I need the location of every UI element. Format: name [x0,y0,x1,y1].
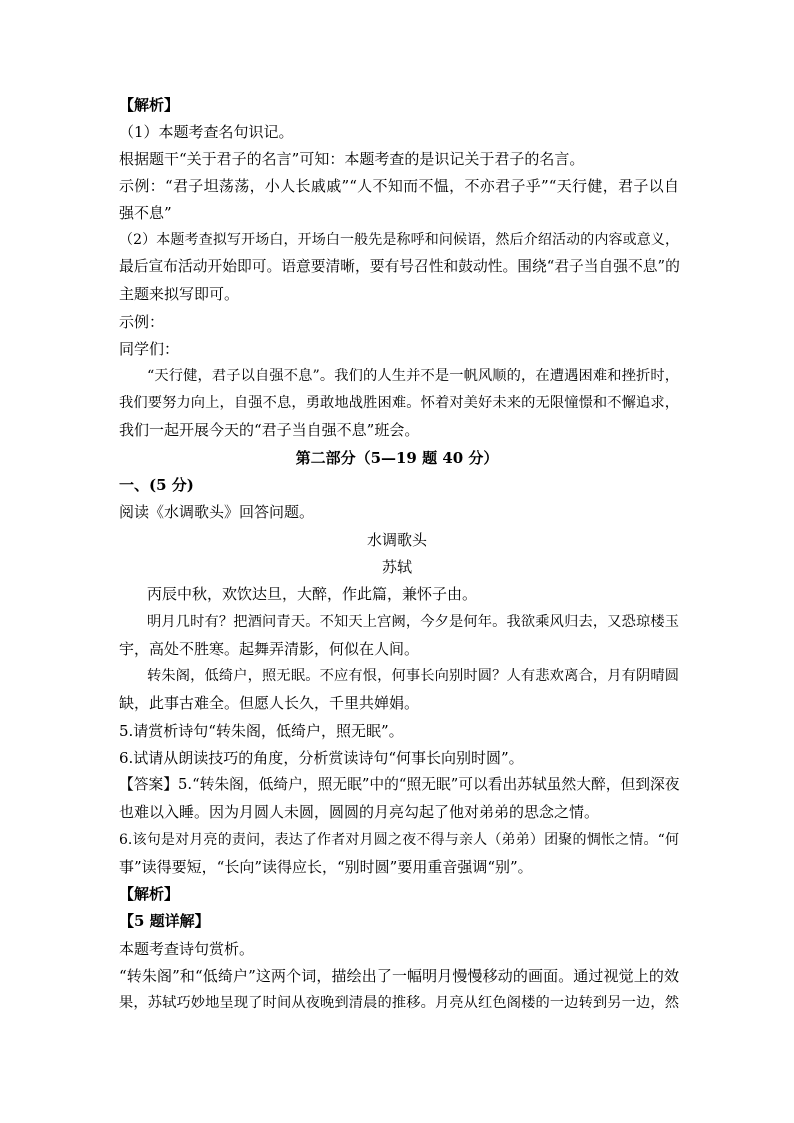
q1-basis: 根据题干“关于君子的名言”可知：本题考查的是识记关于君子的名言。 [119,150,585,168]
section-one-heading: 一、(5 分) [119,476,194,494]
poem-stanza1-line1: 明月几时有？把酒问青天。不知天上宫阙，今夕是何年。我欲乘风归去，又恐琼楼玉 [147,614,679,630]
poem-stanza2-line2: 缺，此事古难全。但愿人长久，千里共婵娟。 [119,694,420,712]
q2-greeting: 同学们： [119,340,180,358]
question-5: 5.请赏析诗句“转朱阁，低绮户，照无眠”。 [119,722,404,740]
poem-title: 水调歌头 [366,531,427,549]
q1-topic: （1）本题考查名句识记。 [119,123,294,141]
q2-topic-line1: （2）本题考查拟写开场白，开场白一般先是称呼和问候语，然后介绍活动的内容或意义， [119,232,679,248]
question-6: 6.试请从朗读技巧的角度，分析赏读诗句“何事长向别时圆”。 [119,749,524,767]
q2-topic-line3: 主题来拟写即可。 [119,285,240,303]
q2-speech-line3: 我们一起开展今天的“君子当自强不息”班会。 [119,421,420,439]
q5-analysis-line2: 果，苏轼巧妙地呈现了时间从夜晚到清晨的推移。月亮从红色阁楼的一边转到另一边，然 [119,995,679,1011]
part-two-heading: 第二部分（5—19 题 40 分） [295,449,499,467]
q2-speech-line1: “天行健，君子以自强不息”。我们的人生并不是一帆风顺的，在遭遇困难和挫折时， [147,368,679,384]
analysis-heading-2: 【解析】 [119,885,180,903]
poem-author: 苏轼 [381,558,412,576]
answer6-line1: 6.该句是对月亮的责问，表达了作者对月圆之夜不得与亲人（弟弟）团聚的惆怅之情。“何 [119,832,679,848]
analysis-heading: 【解析】 [119,96,180,114]
q2-example-label: 示例： [119,313,165,331]
poem-stanza1-line2: 宇，高处不胜寒。起舞弄清影，何似在人间。 [119,640,420,658]
answer6-line2: 事”读得要短，“长向”读得应长，“别时圆”要用重音强调“别”。 [119,858,533,876]
poem-stanza2-line1: 转朱阁，低绮户，照无眠。不应有恨，何事长向别时圆？人有悲欢离合，月有阴晴圆 [147,668,679,684]
q2-speech-line2: 我们要努力向上，自强不息，勇敢地战胜困难。怀着对美好未来的无限憧憬和不懈追求， [119,395,679,411]
answer-line2: 也难以入睡。因为月圆人未圆，圆圆的月亮勾起了他对弟弟的思念之情。 [119,803,600,821]
q5-detail-heading: 【5 题详解】 [119,912,210,930]
reading-instruction: 阅读《水调歌头》回答问题。 [119,503,315,521]
q5-topic: 本题考查诗句赏析。 [119,940,255,958]
q5-analysis-line1: “转朱阁”和“低绮户”这两个词，描绘出了一幅明月慢慢移动的画面。通过视觉上的效 [119,967,679,985]
q2-topic-line2: 最后宣布活动开始即可。语意要清晰，要有号召性和鼓动性。围绕“君子当自强不息”的 [119,258,680,275]
q1-example-line1: 示例：“君子坦荡荡，小人长戚戚”“人不知而不愠，不亦君子乎”“天行健，君子以自 [119,177,679,195]
q1-example-line2: 强不息” [119,204,172,222]
answer-line1: 【答案】5.“转朱阁，低绮户，照无眠”中的“照无眠”可以看出苏轼虽然大醉，但到深夜 [119,776,680,793]
poem-preface: 丙辰中秋，欢饮达旦，大醉，作此篇，兼怀子由。 [147,585,478,603]
